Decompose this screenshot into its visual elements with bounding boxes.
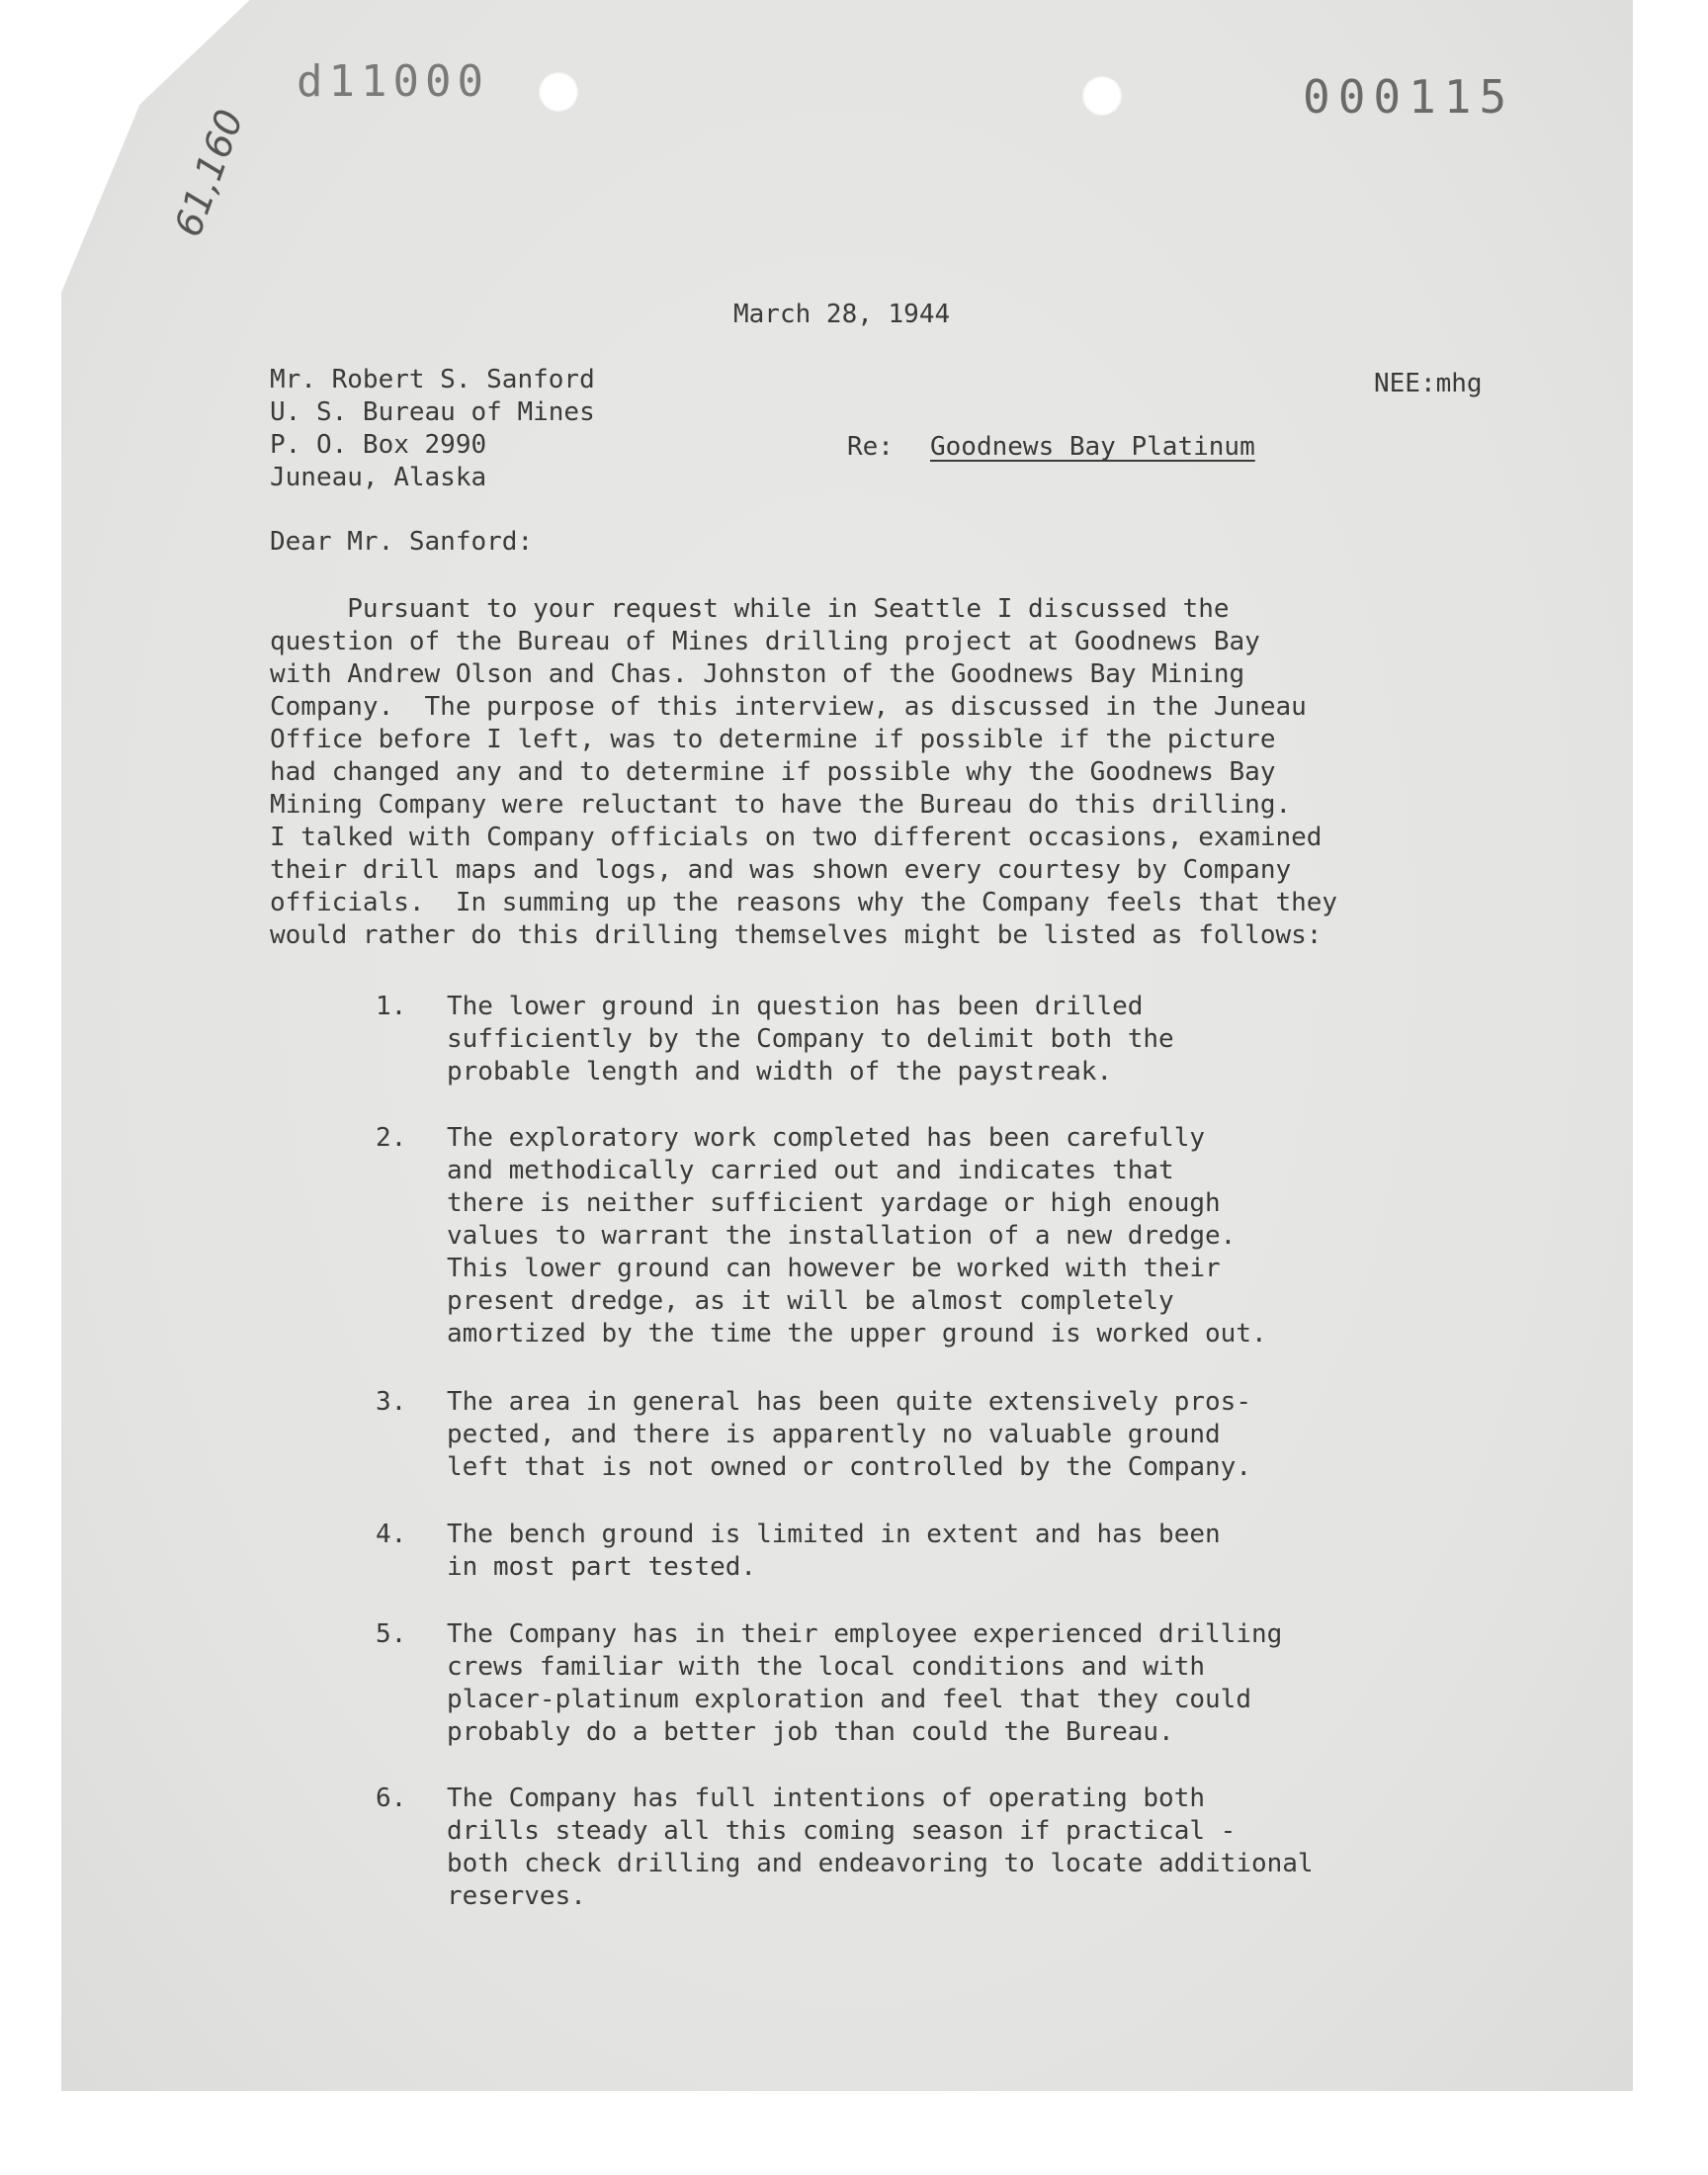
list-item-line: present dredge, as it will be almost completely: [447, 1286, 1174, 1316]
list-item-line: reserves.: [447, 1881, 586, 1911]
paragraph-line: Office before I left, was to determine if possible if the picture: [270, 725, 1276, 754]
list-item-line: there is neither sufficient yardage or high enough: [447, 1188, 1221, 1218]
paragraph-line: I talked with Company officials on two different occasions, examined: [270, 823, 1323, 852]
recipient-line: P. O. Box 2990: [270, 430, 487, 460]
paragraph-line: Pursuant to your request while in Seattle I discussed the: [270, 594, 1230, 624]
list-item-number: 6.: [376, 1784, 407, 1813]
list-item-line: The Company has in their employee experienced drilling: [447, 1619, 1283, 1649]
letter-date: March 28, 1944: [733, 300, 951, 329]
list-item-line: The area in general has been quite extensively pros-: [447, 1387, 1251, 1417]
list-item-line: in most part tested.: [447, 1552, 757, 1582]
list-item-line: pected, and there is apparently no valuable ground: [447, 1420, 1221, 1449]
list-item-line: placer-platinum exploration and feel that they could: [447, 1685, 1251, 1714]
stamp-number-left: d11000: [297, 56, 489, 107]
paragraph-line: had changed any and to determine if possible why the Goodnews Bay: [270, 757, 1276, 787]
paragraph-line: with Andrew Olson and Chas. Johnston of the Goodnews Bay Mining: [270, 659, 1245, 689]
list-item-line: crews familiar with the local conditions and with: [447, 1652, 1206, 1682]
paragraph-line: question of the Bureau of Mines drilling project at Goodnews Bay: [270, 627, 1260, 656]
recipient-line: Juneau, Alaska: [270, 463, 487, 492]
list-item-line: amortized by the time the upper ground is worked out.: [447, 1319, 1267, 1348]
list-item-line: left that is not owned or controlled by the Company.: [447, 1452, 1251, 1482]
list-item-number: 2.: [376, 1123, 407, 1153]
list-item-line: The Company has full intentions of operating both: [447, 1784, 1206, 1813]
recipient-line: Mr. Robert S. Sanford: [270, 365, 595, 394]
list-item-line: values to warrant the installation of a new dredge.: [447, 1221, 1237, 1251]
list-item-number: 3.: [376, 1387, 407, 1417]
paragraph-line: Mining Company were reluctant to have the Bureau do this drilling.: [270, 790, 1292, 820]
paragraph-line: their drill maps and logs, and was shown every courtesy by Company: [270, 855, 1292, 885]
list-item-number: 4.: [376, 1520, 407, 1549]
paragraph-line: Company. The purpose of this interview, as discussed in the Juneau: [270, 692, 1307, 722]
list-item-line: The bench ground is limited in extent and has been: [447, 1520, 1221, 1549]
paragraph-line: officials. In summing up the reasons why the Company feels that they: [270, 888, 1338, 917]
re-subject: Goodnews Bay Platinum: [930, 432, 1255, 462]
list-item-line: probably do a better job than could the Bureau.: [447, 1717, 1174, 1747]
recipient-line: U. S. Bureau of Mines: [270, 397, 595, 427]
list-item-line: The exploratory work completed has been carefully: [447, 1123, 1206, 1153]
re-label: Re:: [847, 432, 894, 462]
paragraph-line: would rather do this drilling themselves might be listed as follows:: [270, 920, 1323, 950]
list-item-line: sufficiently by the Company to delimit both the: [447, 1024, 1174, 1054]
list-item-line: both check drilling and endeavoring to locate additional: [447, 1849, 1314, 1878]
list-item-line: drills steady all this coming season if practical -: [447, 1816, 1237, 1846]
list-item-number: 1.: [376, 992, 407, 1021]
list-item-line: This lower ground can however be worked with their: [447, 1254, 1221, 1283]
handwritten-reference: 61,160: [165, 104, 252, 243]
salutation: Dear Mr. Sanford:: [270, 527, 534, 557]
stamp-number-right: 000115: [1303, 70, 1515, 124]
list-item-line: probable length and width of the paystreak.: [447, 1057, 1113, 1087]
typist-initials: NEE:mhg: [1374, 369, 1483, 398]
list-item-line: and methodically carried out and indicates that: [447, 1156, 1174, 1185]
list-item-line: The lower ground in question has been drilled: [447, 992, 1144, 1021]
list-item-number: 5.: [376, 1619, 407, 1649]
